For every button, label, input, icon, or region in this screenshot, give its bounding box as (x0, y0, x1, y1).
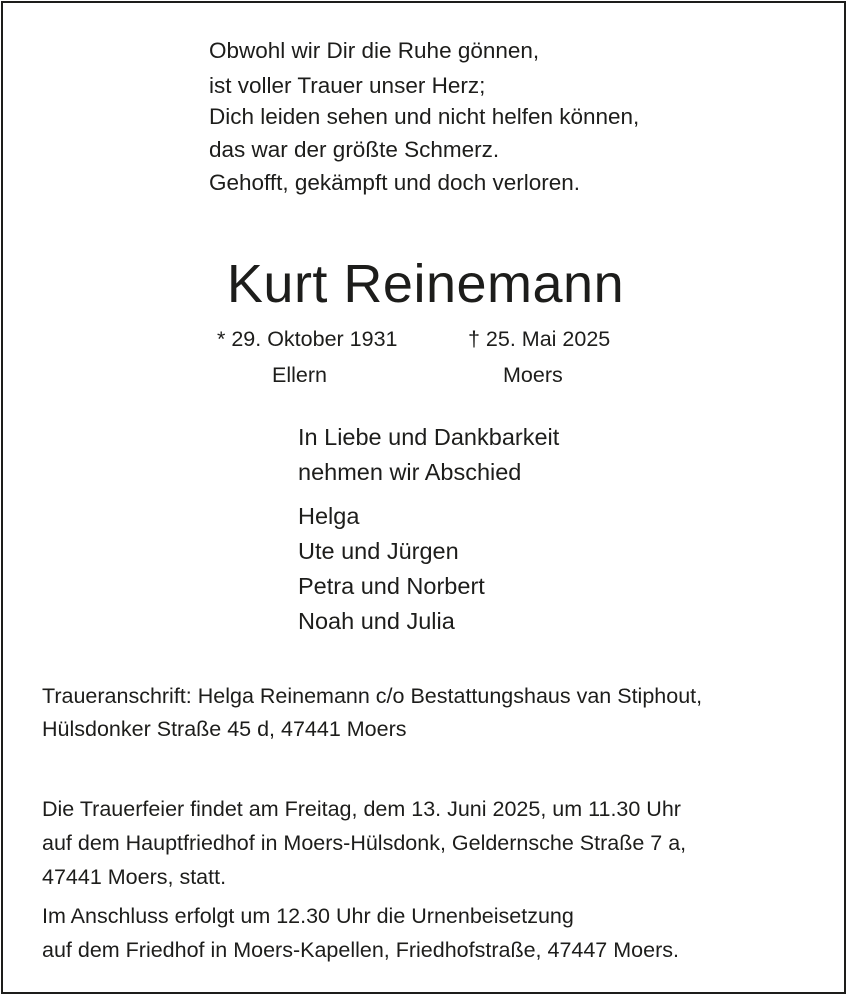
mourner-name: Helga (298, 503, 360, 529)
mourner-name: Petra und Norbert (298, 573, 485, 599)
ceremony-line: Die Trauerfeier findet am Freitag, dem 13. Juni 2025, um 11.30 Uhr (42, 797, 681, 821)
mourner-name: Ute und Jürgen (298, 538, 459, 564)
address-line: Traueranschrift: Helga Reinemann c/o Bestattungshaus van Stiphout, (42, 684, 703, 708)
deceased-name: Kurt Reinemann (226, 254, 625, 314)
birth-place: Ellern (272, 363, 327, 387)
death-date: † 25. Mai 2025 (468, 327, 611, 351)
farewell-line: nehmen wir Abschied (298, 459, 522, 485)
poem-line: Dich leiden sehen und nicht helfen können, (209, 104, 640, 129)
farewell-line: In Liebe und Dankbarkeit (298, 424, 560, 450)
mourner-name: Noah und Julia (298, 608, 455, 634)
poem-line: Obwohl wir Dir die Ruhe gönnen, (209, 38, 540, 63)
address-line: Hülsdonker Straße 45 d, 47441 Moers (42, 717, 407, 741)
death-place: Moers (503, 363, 563, 387)
birth-date: * 29. Oktober 1931 (217, 327, 398, 351)
ceremony-line: Im Anschluss erfolgt um 12.30 Uhr die Urnenbeisetzung (42, 904, 574, 928)
ceremony-line: auf dem Hauptfriedhof in Moers-Hülsdonk, Geldernsche Straße 7 a, (42, 831, 687, 855)
poem-line: das war der größte Schmerz. (209, 137, 500, 162)
ceremony-line: auf dem Friedhof in Moers-Kapellen, Friedhofstraße, 47447 Moers. (42, 938, 679, 962)
poem-line: Gehofft, gekämpft und doch verloren. (209, 170, 581, 195)
ceremony-line: 47441 Moers, statt. (42, 865, 227, 889)
poem-line: ist voller Trauer unser Herz; (209, 73, 486, 98)
